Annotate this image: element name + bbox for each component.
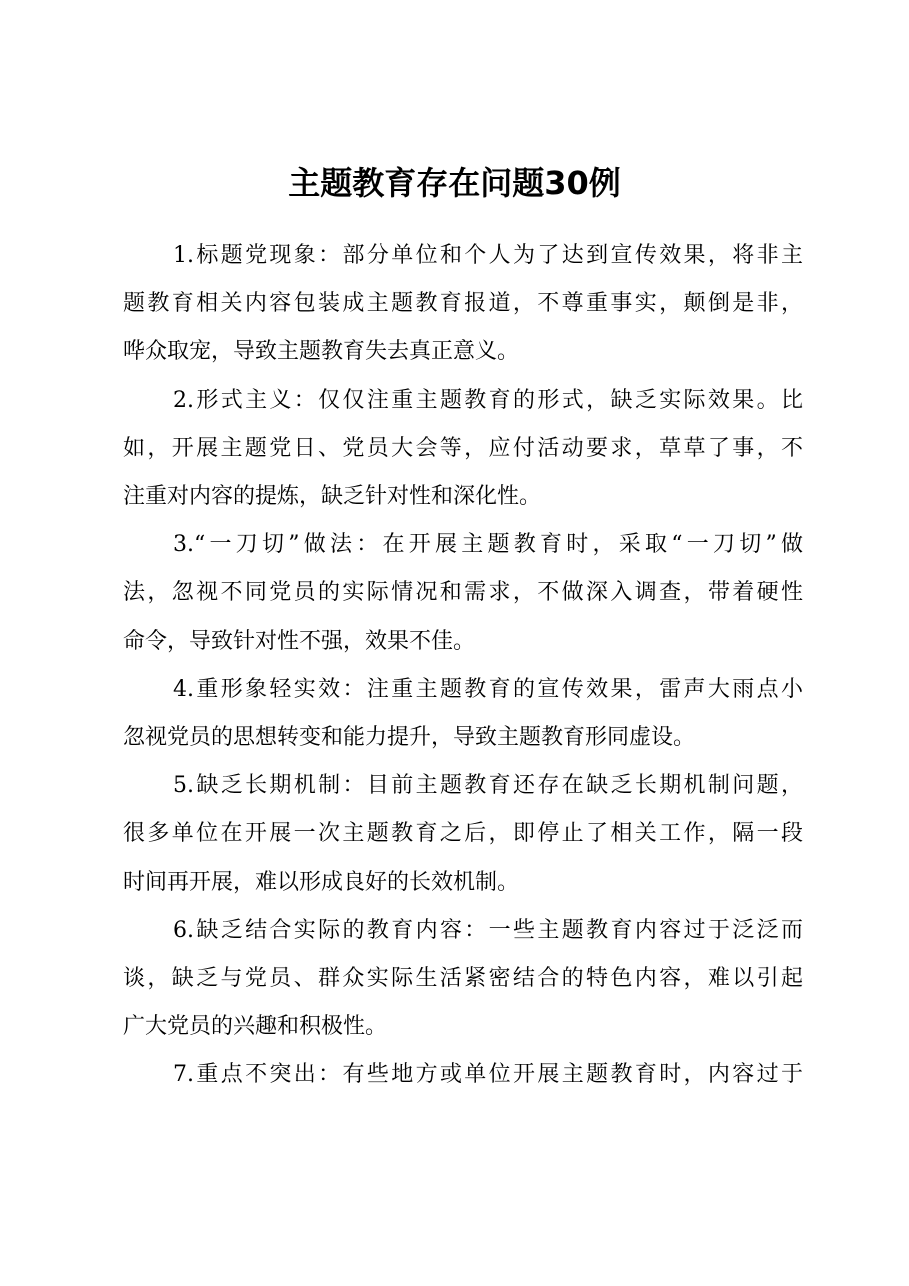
paragraph-line: 2.形式主义：仅仅注重主题教育的形式，缺乏实际效果。比 (173, 387, 803, 413)
paragraph-line: 3.“一刀切”做法：在开展主题教育时，采取“一刀切”做 (173, 532, 803, 558)
paragraph-7 (123, 1051, 803, 1099)
paragraph-1 (123, 232, 803, 377)
paragraph-line: 很多单位在开展一次主题教育之后，即停止了相关工作，隔一段 (123, 821, 803, 847)
paragraph-line: 时间再开展，难以形成良好的长效机制。 (123, 869, 520, 895)
document-body (123, 232, 803, 1100)
paragraph-6 (123, 907, 803, 1052)
paragraph-line: 6.缺乏结合实际的教育内容：一些主题教育内容过于泛泛而 (173, 917, 803, 943)
paragraph-line: 注重对内容的提炼，缺乏针对性和深化性。 (123, 484, 542, 510)
paragraph-line: 法，忽视不同党员的实际情况和需求，不做深入调查，带着硬性 (123, 580, 803, 606)
paragraph-4 (123, 666, 803, 762)
paragraph-line: 4.重形象轻实效：注重主题教育的宣传效果，雷声大雨点小 (173, 676, 803, 702)
paragraph-line: 1.标题党现象：部分单位和个人为了达到宣传效果，将非主 (173, 243, 803, 268)
paragraph-line: 广大党员的兴趣和积极性。 (123, 1014, 388, 1040)
paragraph-line: 哗众取宠，导致主题教育失去真正意义。 (123, 339, 520, 365)
paragraph-2 (123, 377, 803, 522)
paragraph-line: 谈，缺乏与党员、群众实际生活紧密结合的特色内容，难以引起 (123, 966, 803, 992)
paragraph-line: 题教育相关内容包装成主题教育报道，不尊重事实，颠倒是非， (123, 291, 803, 317)
paragraph-line: 命令，导致针对性不强，效果不佳。 (123, 628, 476, 654)
paragraph-5 (123, 762, 803, 907)
document-title: 主题教育存在问题30例 (288, 164, 621, 202)
paragraph-line: 如，开展主题党日、党员大会等，应付活动要求，草草了事，不 (123, 435, 803, 461)
paragraph-line: 7.重点不突出：有些地方或单位开展主题教育时，内容过于 (173, 1062, 803, 1088)
paragraph-line: 5.缺乏长期机制：目前主题教育还存在缺乏长期机制问题， (173, 773, 803, 799)
paragraph-line: 忽视党员的思想转变和能力提升，导致主题教育形同虚设。 (123, 725, 696, 751)
paragraph-3 (123, 521, 803, 666)
